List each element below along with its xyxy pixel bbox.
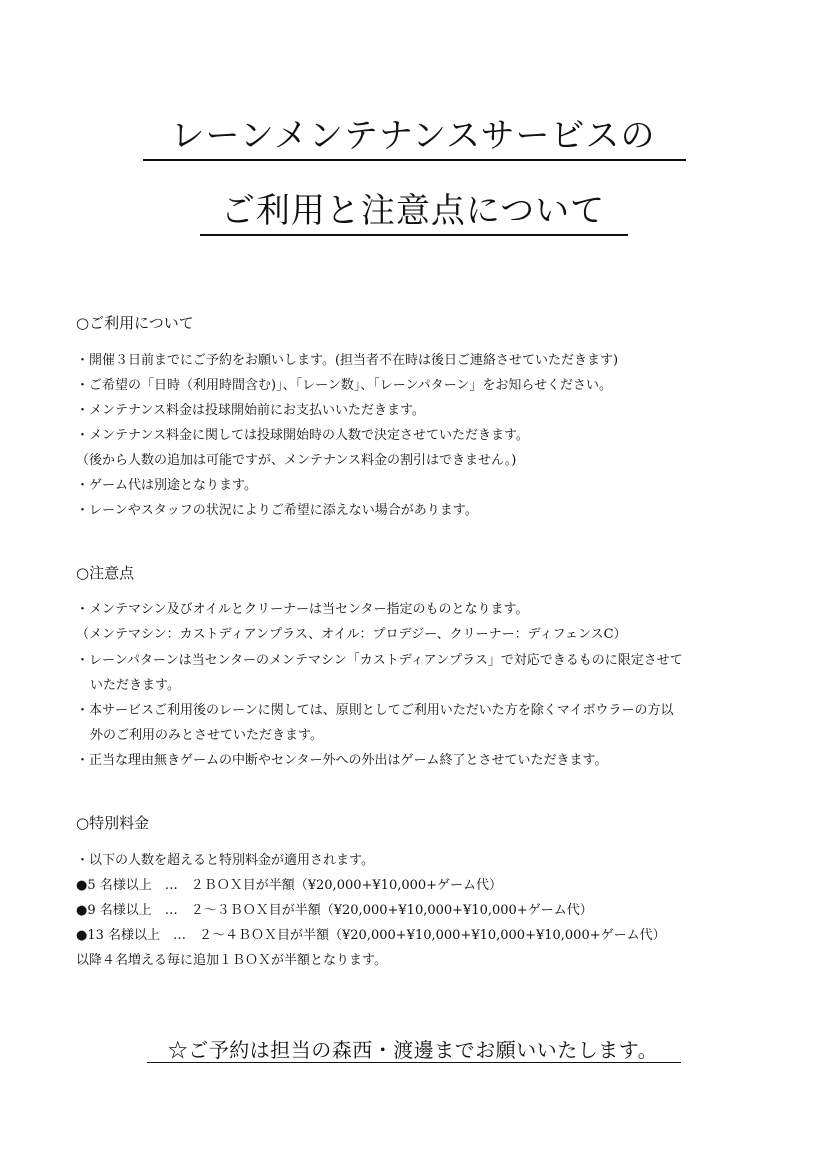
fees-line: ●9 名様以上 … ２〜３ＢＯＸ目が半額（¥20,000+¥10,000+¥10,000+ゲーム代） xyxy=(76,903,593,918)
notes-line: いただきます。 xyxy=(90,678,180,693)
notes-line: ・メンテマシン及びオイルとクリーナーは当センター指定のものとなります。 xyxy=(76,602,529,617)
fees-line: 以降４名増える毎に追加１ＢＯＸが半額となります。 xyxy=(76,953,387,968)
usage-line: ・開催３日前までにご予約をお願いします。(担当者不在時は後日ご連絡させていただきます) xyxy=(76,353,619,368)
usage-line: ・メンテナンス料金に関しては投球開始時の人数で決定させていただきます。 xyxy=(76,428,529,443)
fees-heading: ○特別料金 xyxy=(76,814,150,832)
footer-underline xyxy=(147,1062,681,1063)
notes-line: 外のご利用のみとさせていただきます。 xyxy=(90,728,323,743)
notes-line: （メンテマシン：カストディアンプラス、オイル：プロデジー、クリーナー：ディフェンスC） xyxy=(76,627,627,642)
notes-heading: ○注意点 xyxy=(76,564,135,582)
usage-line: ・レーンやスタッフの状況によりご希望に添えない場合があります。 xyxy=(76,503,478,518)
notes-line: ・本サービスご利用後のレーンに関しては、原則としてご利用いただいた方を除くマイボウラーの方以 xyxy=(76,703,674,718)
usage-line: ・ゲーム代は別途となります。 xyxy=(76,478,257,493)
notes-line: ・レーンパターンは当センターのメンテマシン「カストディアンプラス」で対応できるものに限定させて xyxy=(76,653,683,668)
fees-line: ●13 名様以上 … ２〜４ＢＯＸ目が半額（¥20,000+¥10,000+¥10,000+¥10,000+ゲーム代） xyxy=(76,928,666,943)
page-title-line-1: レーンメンテナンスサービスの xyxy=(170,116,656,156)
contact-footer: ☆ご予約は担当の森西・渡邊までお願いいたします。 xyxy=(167,1038,659,1062)
notes-line: ・正当な理由無きゲームの中断やセンター外への外出はゲーム終了とさせていただきます。 xyxy=(76,753,608,768)
title-underline-1 xyxy=(143,159,686,161)
usage-line: ・メンテナンス料金は投球開始前にお支払いいただきます。 xyxy=(76,403,425,418)
usage-heading: ○ご利用について xyxy=(76,314,194,332)
title-underline-2 xyxy=(200,234,628,236)
usage-line: （後から人数の追加は可能ですが、メンテナンス料金の割引はできません。) xyxy=(76,453,517,468)
fees-line: ・以下の人数を超えると特別料金が適用されます。 xyxy=(76,853,374,868)
usage-line: ・ご希望の「日時（利用時間含む)」、「レーン数」、「レーンパターン」をお知らせください。 xyxy=(76,378,612,393)
fees-line: ●5 名様以上 … ２ＢＯＸ目が半額（¥20,000+¥10,000+ゲーム代） xyxy=(76,878,503,893)
page-title-line-2: ご利用と注意点について xyxy=(220,191,606,231)
